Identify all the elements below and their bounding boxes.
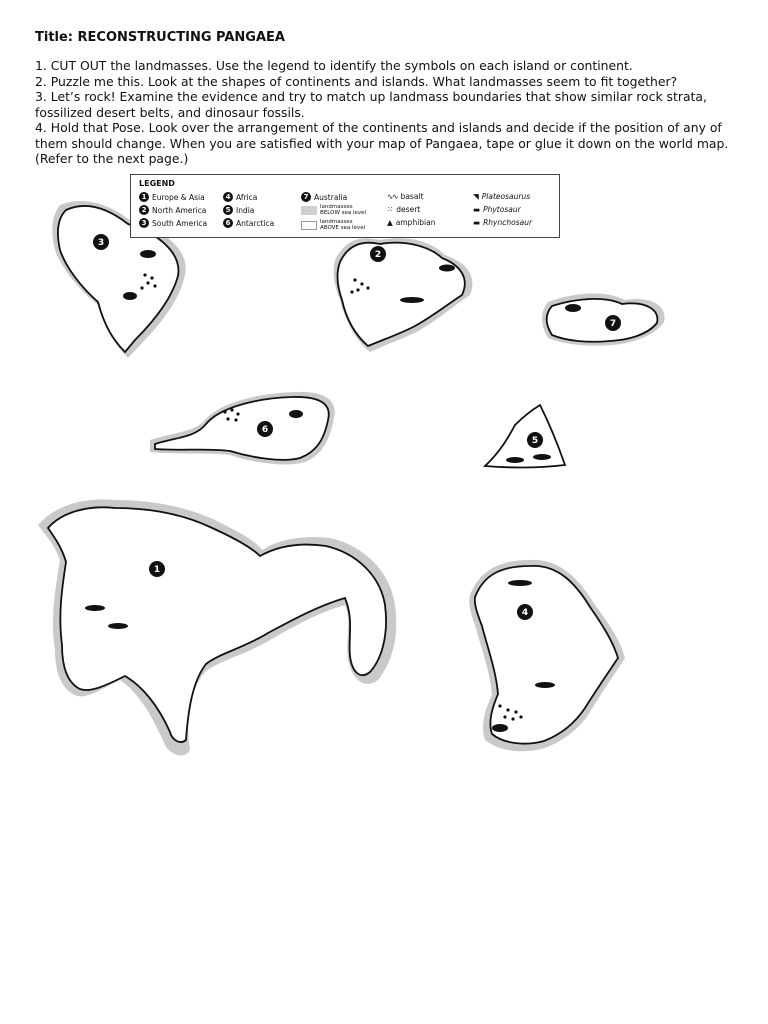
legend-item-rhynchosaur [473, 218, 532, 227]
above-sea-swatch [301, 221, 317, 230]
legend-label: India [236, 205, 255, 215]
legend-item-amphibian [387, 218, 435, 227]
legend-label: North America [152, 205, 207, 215]
legend-label: Africa [236, 192, 258, 202]
legend-item-plateosaurus [473, 192, 530, 201]
desert-dots-icon: ⁙ [387, 205, 394, 214]
marker-australia [605, 315, 621, 331]
legend-item-antarctica [223, 218, 274, 228]
legend-item-above-sea-level [301, 219, 365, 231]
legend-label: Antarctica [236, 218, 275, 228]
legend-num: 4 [223, 192, 233, 202]
india-landmass [485, 405, 565, 467]
legend-label: South America [152, 218, 208, 228]
legend-item-india [223, 205, 254, 215]
legend-label: desert [396, 205, 421, 214]
legend-item-phytosaur [473, 205, 521, 214]
svg-text:3: 3 [97, 238, 105, 248]
instruction-4: 4. Hold that Pose. Look over the arrangement of the continents and islands and decide if the position of any of them should change. When you are satisfied with your map of Pangaea, tape or glue it down on the world map. (Refer to the next page.) [35, 120, 729, 166]
legend-item-below-sea-level [301, 204, 366, 216]
marker-india [527, 432, 543, 448]
legend-label: amphibian [395, 218, 436, 227]
instruction-3: 3. Let’s rock! Examine the evidence and try to match up landmass boundaries that show similar rock strata, fossilized desert belts, and dinosaur fossils. [35, 89, 707, 120]
legend-box [130, 174, 560, 238]
marker-europe-asia [149, 561, 165, 577]
svg-text:1: 1 [153, 565, 161, 575]
svg-text:6: 6 [261, 425, 269, 435]
legend-num: 7 [301, 192, 311, 202]
north-america-landmass [334, 238, 473, 352]
legend-label: Rhynchosaur [483, 218, 533, 227]
below-sea-swatch [301, 206, 317, 215]
legend-item-europe-asia [139, 192, 205, 202]
instruction-1: 1. CUT OUT the landmasses. Use the legend to identify the symbols on each island or continent. [35, 58, 633, 73]
marker-africa [517, 604, 533, 620]
legend-item-basalt [387, 192, 423, 201]
australia-landmass [542, 293, 665, 345]
legend-num: 3 [139, 218, 149, 228]
legend-num: 2 [139, 205, 149, 215]
legend-label: Plateosaurus [481, 192, 531, 201]
plateosaurus-icon: ◥ [473, 192, 479, 201]
legend-item-australia [301, 192, 347, 202]
rhynchosaur-icon: ▬ [473, 218, 481, 227]
legend-label: Phytosaur [483, 205, 521, 214]
svg-text:2: 2 [374, 250, 382, 260]
antarctica-landmass [150, 392, 335, 465]
europe-asia-landmass [38, 499, 396, 755]
svg-text:5: 5 [531, 436, 539, 446]
amphibian-icon: ▲ [387, 218, 393, 227]
svg-text:7: 7 [609, 319, 617, 329]
legend-label: Australia [314, 192, 348, 202]
phytosaur-icon: ▬ [473, 205, 481, 214]
svg-text:4: 4 [521, 608, 529, 618]
legend-item-africa [223, 192, 257, 202]
legend-num: 5 [223, 205, 233, 215]
marker-north-america [370, 246, 386, 262]
instruction-2: 2. Puzzle me this. Look at the shapes of continents and islands. What landmasses seem to fit together? [35, 73, 678, 89]
legend-label: Europe & Asia [152, 192, 205, 202]
legend-item-desert [387, 205, 420, 214]
legend-num: 1 [139, 192, 149, 202]
legend-label-below: landmasses BELOW sea level [320, 204, 367, 216]
marker-south-america [93, 234, 109, 250]
legend-label: basalt [400, 192, 424, 201]
africa-landmass [469, 560, 625, 751]
legend-num: 6 [223, 218, 233, 228]
legend-label-above: landmasses ABOVE sea level [320, 219, 366, 231]
basalt-icon: ∿∿ [387, 192, 398, 201]
legend-item-north-america [139, 205, 206, 215]
page-title: Title: RECONSTRUCTING PANGAEA [35, 30, 285, 45]
legend-item-south-america [139, 218, 207, 228]
legend-title: LEGEND [139, 179, 175, 188]
marker-antarctica [257, 421, 273, 437]
